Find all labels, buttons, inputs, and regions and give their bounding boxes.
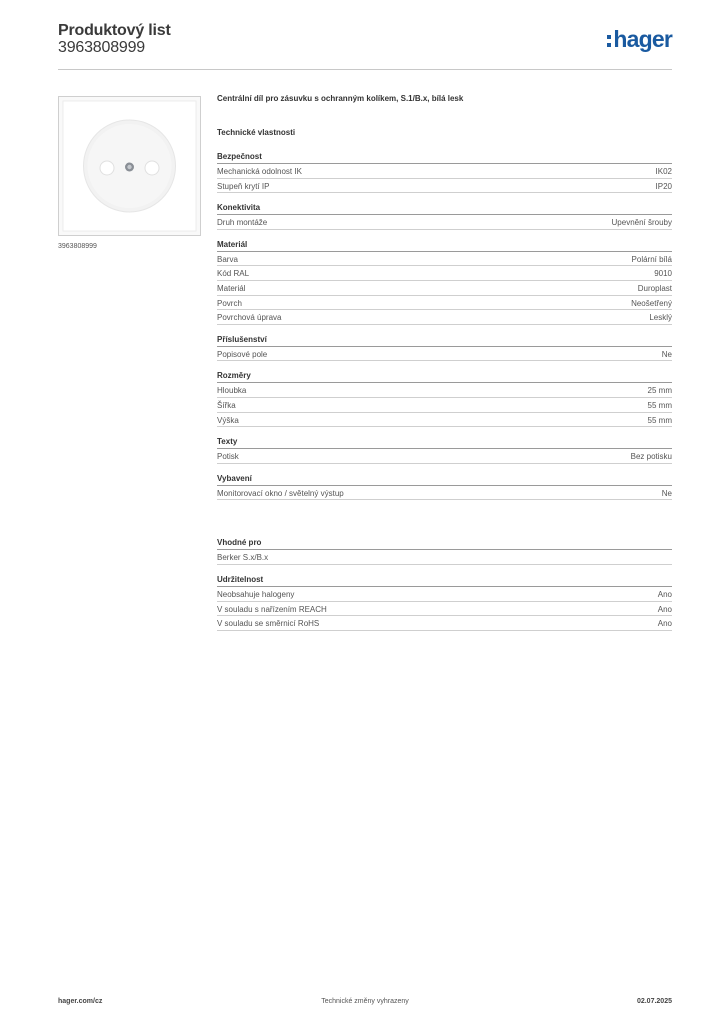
spec-group-rozmery bbox=[217, 371, 672, 427]
group-title: Rozměry bbox=[217, 371, 672, 383]
spec-row bbox=[217, 164, 672, 179]
product-description: Centrální díl pro zásuvku s ochranným kolíkem, S.1/B.x, bílá lesk bbox=[217, 94, 464, 103]
spec-group-vybaveni bbox=[217, 474, 672, 501]
spec-value: 55 mm bbox=[647, 415, 672, 425]
spec-value: 55 mm bbox=[647, 400, 672, 410]
spec-row bbox=[217, 616, 672, 631]
group-title: Vybavení bbox=[217, 474, 672, 486]
spec-row bbox=[217, 215, 672, 230]
spec-value: Ne bbox=[661, 349, 672, 359]
spec-row bbox=[217, 449, 672, 464]
spec-value: Ne bbox=[661, 488, 672, 498]
spec-group-texty bbox=[217, 437, 672, 464]
spec-group-prislusenstvi bbox=[217, 335, 672, 362]
spec-value: Duroplast bbox=[637, 283, 672, 293]
group-title: Konektivita bbox=[217, 203, 672, 215]
spec-label: Barva bbox=[217, 254, 238, 264]
spec-value: Bez potisku bbox=[630, 452, 672, 462]
group-title: Vhodné pro bbox=[217, 538, 672, 550]
spec-value: IP20 bbox=[655, 181, 672, 191]
spec-label: Povrchová úprava bbox=[217, 313, 282, 323]
spec-value: 9010 bbox=[654, 269, 672, 279]
spec-label: Výška bbox=[217, 415, 239, 425]
spec-label: Potisk bbox=[217, 452, 239, 462]
spec-label: Druh montáže bbox=[217, 218, 268, 228]
spec-row bbox=[217, 347, 672, 362]
spec-row bbox=[217, 398, 672, 413]
spec-row bbox=[217, 602, 672, 617]
logo-dots-icon bbox=[607, 32, 611, 48]
spec-label: Popisové pole bbox=[217, 349, 268, 359]
spec-row bbox=[217, 266, 672, 281]
spec-label: Mechanická odolnost IK bbox=[217, 167, 302, 176]
spec-value: Lesklý bbox=[649, 313, 672, 323]
spec-label: Kód RAL bbox=[217, 269, 250, 279]
spec-label: Berker S.x/B.x bbox=[217, 553, 269, 563]
spec-row bbox=[217, 413, 672, 428]
technical-properties-heading: Technické vlastnosti bbox=[217, 128, 296, 137]
spec-group-udrzitelnost bbox=[217, 575, 672, 631]
spec-label: Materiál bbox=[217, 283, 246, 293]
spec-label: V souladu se směrnicí RoHS bbox=[217, 619, 320, 629]
group-title: Texty bbox=[217, 437, 672, 449]
spec-value: Upevnění šrouby bbox=[611, 218, 672, 228]
spec-label: V souladu s nařízením REACH bbox=[217, 604, 327, 614]
group-title: Příslušenství bbox=[217, 335, 672, 347]
group-title: Udržitelnost bbox=[217, 575, 672, 587]
spec-row bbox=[217, 310, 672, 325]
spec-value: Polární bílá bbox=[631, 254, 672, 264]
spec-value: Ano bbox=[657, 589, 672, 599]
spec-value: IK02 bbox=[655, 167, 672, 176]
spec-label: Povrch bbox=[217, 298, 242, 308]
document-title: Produktový list bbox=[58, 22, 171, 39]
spec-row bbox=[217, 296, 672, 311]
spec-label: Hloubka bbox=[217, 386, 247, 396]
spec-value: Neošetřený bbox=[631, 298, 672, 308]
spec-group-material bbox=[217, 240, 672, 325]
spec-value: Ano bbox=[657, 619, 672, 629]
spec-label: Monitorovací okno / světelný výstup bbox=[217, 488, 344, 498]
footer-note: Technické změny vyhrazeny bbox=[321, 998, 409, 1005]
spec-row bbox=[217, 486, 672, 501]
spec-value: Ano bbox=[657, 604, 672, 614]
spec-label: Šířka bbox=[217, 400, 236, 410]
socket-cover-image bbox=[59, 97, 200, 235]
product-image bbox=[58, 96, 201, 236]
group-title: Bezpečnost bbox=[217, 152, 672, 164]
footer-website-link[interactable]: hager.com/cz bbox=[58, 998, 103, 1005]
spec-row bbox=[217, 383, 672, 398]
page-header bbox=[58, 20, 672, 70]
spec-row bbox=[217, 179, 672, 194]
spec-row bbox=[217, 281, 672, 296]
footer-date: 02.07.2025 bbox=[636, 998, 672, 1005]
spec-group-konektivita bbox=[217, 203, 672, 230]
spec-row bbox=[217, 587, 672, 602]
hager-logo bbox=[607, 26, 672, 53]
spec-content bbox=[217, 94, 672, 631]
spec-row bbox=[217, 550, 672, 565]
logo-text: hager bbox=[613, 26, 672, 52]
spec-label: Neobsahuje halogeny bbox=[217, 589, 295, 599]
spec-row bbox=[217, 252, 672, 267]
spec-group-vhodne-pro bbox=[217, 538, 672, 565]
group-title: Materiál bbox=[217, 240, 672, 252]
spec-group-bezpecnost bbox=[217, 152, 672, 193]
spec-label: Stupeň krytí IP bbox=[217, 181, 270, 191]
spec-value: 25 mm bbox=[647, 386, 672, 396]
image-caption: 3963808999 bbox=[58, 243, 97, 250]
document-number: 3963808999 bbox=[58, 39, 145, 56]
